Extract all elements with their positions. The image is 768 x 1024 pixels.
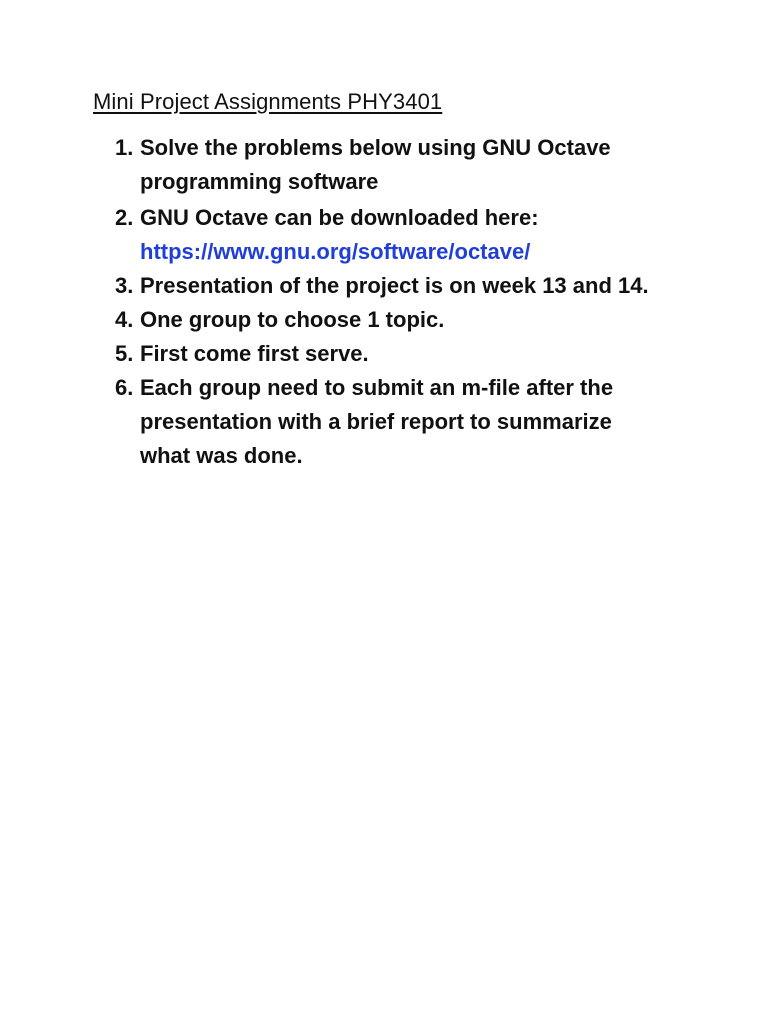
list-item-line: programming software [140, 169, 379, 194]
list-item-line: First come first serve. [140, 341, 369, 366]
list-item-line: what was done. [140, 443, 303, 468]
list-item-text [140, 201, 700, 269]
list-item-text [140, 371, 700, 473]
list-item-line: Each group need to submit an m-file after the [140, 375, 614, 400]
list-item-text [140, 131, 700, 199]
list-item-line: Solve the problems below using GNU Octave [140, 135, 611, 160]
list-item-number: 4. [115, 307, 134, 332]
list-item-number: 3. [115, 273, 134, 298]
list-item-number: 5. [115, 341, 134, 366]
list-item-number: 1. [115, 135, 134, 160]
download-link[interactable]: https://www.gnu.org/software/octave/ [140, 239, 531, 264]
list-item-text [140, 337, 700, 371]
list-item-number: 2. [115, 205, 134, 230]
list-item-line: Presentation of the project is on week 13 and 14. [140, 273, 649, 298]
list-item-text [140, 269, 700, 303]
list-item-text [140, 303, 700, 337]
list-item-line: presentation with a brief report to summarize [140, 409, 612, 434]
list-item-line: One group to choose 1 topic. [140, 307, 445, 332]
list-item-line: GNU Octave can be downloaded here: [140, 205, 539, 230]
list-item-number: 6. [115, 375, 134, 400]
page-title: Mini Project Assignments PHY3401 [93, 89, 443, 114]
